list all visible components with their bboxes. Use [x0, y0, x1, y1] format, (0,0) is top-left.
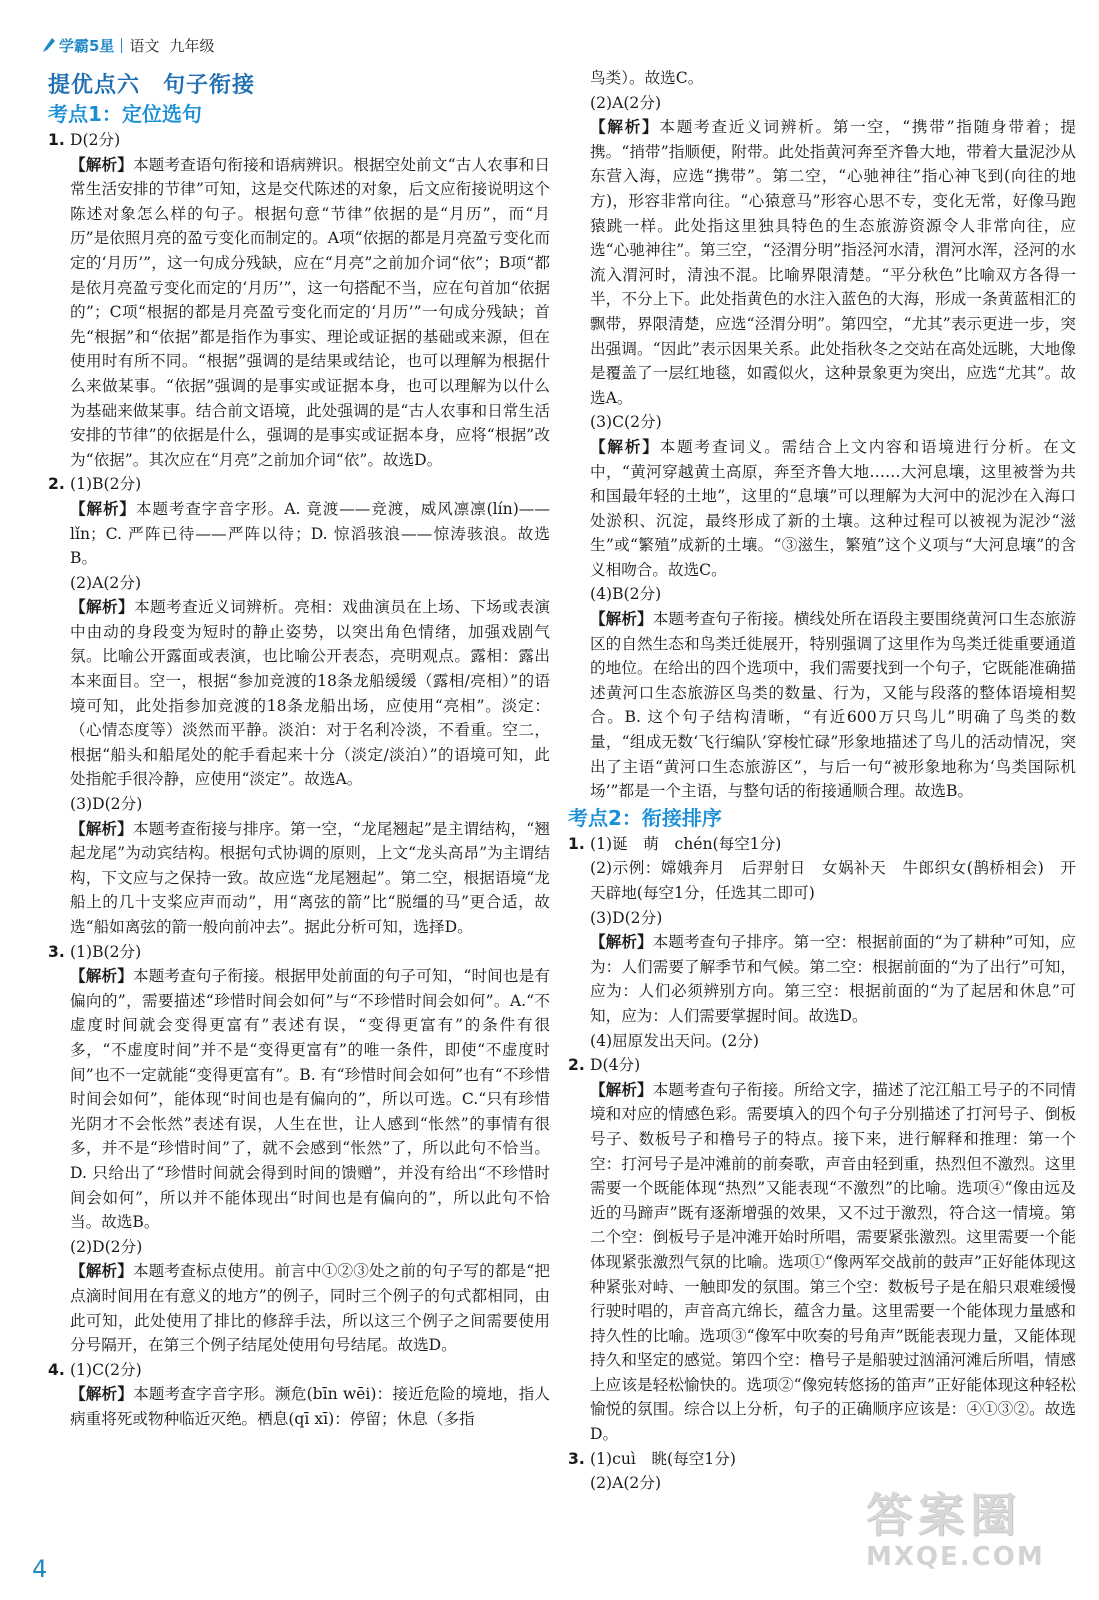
question-k2-2: [568, 1053, 1076, 1447]
analysis-tag: 【解析】: [70, 966, 133, 986]
explanation: 【解析】本题考查字音字形。濒危(bīn wēi)：接近危险的境地，指人病重将死或物种临近灭绝。栖息(qī xī)：停留；休息（多指: [70, 1384, 550, 1428]
watermark-url: MXQE.COM: [866, 1542, 1045, 1572]
question-number: 2.: [48, 475, 65, 494]
explanation: 【解析】本题考查语句衔接和语病辨识。根据空处前文“古人农事和日常生活安排的节律”可知，这是交代陈述的对象，后文应衔接说明这个陈述对象怎么样的句子。根据句意“节律”依据的是“月历”，而“月历”是依照月亮的盈亏变化而制定的。A项“依据的都是月亮盈亏变化而定的‘月历’”，这一句成分残缺，应在“月亮”之前加介词“依”；B项“都是依月亮盈亏变化而定的‘月历’”，这一句搭配不当，应在句首加“依据的”；C项“根据的都是月亮盈亏变化而定的‘月历’”一句成分残缺；首先“根据”和“依据”都是指作为事实、理论或证据的基础或来源，但在使用时有所不同。“根据”强调的是结果或结论，也可以理解为根据什么来做某事。“依据”强调的是事实或证据本身，也可以理解为以什么为基础来做某事。结合前文语境，此处强调的是“古人农事和日常生活安排的节律”的依据是什么，强调的是事实或证据本身，应将“根据”改为“依据”。其次应在“月亮”之前加介词“依”。故选D。: [70, 154, 550, 469]
analysis-tag: 【解析】: [590, 117, 660, 137]
subject-label: 语文: [129, 36, 160, 55]
analysis-tag: 【解析】: [70, 818, 133, 838]
answer: (2)示例：嫦娥奔月 后羿射日 女娲补天 牛郎织女(鹊桥相会) 开天辟地(每空1分，任选其二即可): [590, 859, 1076, 902]
question-2: [48, 472, 550, 939]
explanation: 【解析】本题考查句子排序。第一空：根据前面的“为了耕种”可知，应为：人们需要了解季节和气候。第二空：根据前面的“为了出行”可知，应为：人们必须辨别方向。第三空：根据前面的“为了起居和休息”可知，应为：人们需要掌握时间。故选D。: [590, 932, 1076, 1025]
answer: (1)诞 萌 chén(每空1分): [590, 834, 782, 853]
question-4: [48, 1358, 550, 1432]
explanation: 【解析】本题考查近义词辨析。亮相：戏曲演员在上场、下场或表演中由动的身段变为短时的静止姿势，以突出角色情绪，加强戏剧气氛。比喻公开露面或表演，也比喻公开表态，亮明观点。露相：露出本来面目。空一，根据“参加竞渡的18条龙船缓缓（露相/亮相）”的语境可知，此处指参加竞渡的18条龙船出场，应使用“亮相”。淡定：（心情态度等）淡然而平静。淡泊：对于名利冷淡，不看重。空二，根据“船头和船尾处的舵手看起来十分（淡定/淡泊）”的语境可知，此处指舵手很冷静，应使用“淡定”。故选A。: [70, 597, 550, 789]
pen-icon: [42, 37, 56, 53]
question-number: 1.: [48, 131, 65, 149]
brand-logo: [42, 35, 114, 56]
answer: (1)C(2分): [70, 1360, 142, 1379]
question-number: 3.: [568, 1449, 585, 1468]
answer: D(4分): [590, 1056, 641, 1075]
explanation: 【解析】本题考查标点使用。前言中①②③处之前的句子写的都是“把点滴时间用在有意义的地方”的例子，同时三个例子的句式都相同，由此可知，此处使用了排比的修辞手法，所以这三个例子之间需要使用分号隔开，在第三个例子结尾处使用句号结尾。故选D。: [70, 1261, 550, 1355]
analysis-tag: 【解析】: [590, 1079, 653, 1099]
question-number: 4.: [48, 1360, 65, 1379]
grade-label: 九年级: [169, 36, 215, 55]
section-heading-2: 考点2：衔接排序: [568, 805, 722, 830]
analysis-tag: 【解析】: [70, 597, 135, 617]
left-column: [48, 70, 550, 1431]
right-column: [568, 66, 1076, 1496]
explanation: 【解析】本题考查字音字形。A. 竟渡——竞渡，威风凛凛(lín)——lǐn；C. 严阵已待——严阵以待；D. 惊滔骇浪——惊涛骇浪。故选B。: [70, 498, 550, 568]
continued-text: 鸟类）。故选C。: [590, 69, 704, 87]
answer: (3)D(2分): [70, 795, 143, 814]
answer: (2)A(2分): [590, 1474, 662, 1493]
page-title: 提优点六 句子衔接: [48, 72, 256, 98]
explanation: 【解析】本题考查词义。需结合上文内容和语境进行分析。在文中，“黄河穿越黄土高原，奔至齐鲁大地……大河息壤，这里被誉为共和国最年轻的土地”，这里的“息壤”可以理解为大河中的泥沙在入海口处淤积、沉淀，最终形成了新的土壤。这种过程可以被视为泥沙“滋生”或“繁殖”成新的土壤。“③滋生，繁殖”这个义项与“大河息壤”的含义相吻合。故选C。: [590, 436, 1076, 579]
page-number: 4: [32, 1555, 48, 1583]
watermark-logo-text: 答案圈: [866, 1488, 1022, 1542]
question-3: [48, 940, 550, 1358]
answer: (1)B(2分): [70, 475, 142, 494]
question-1: [48, 128, 550, 472]
header-divider: [121, 38, 122, 53]
question-number: 2.: [568, 1056, 585, 1075]
analysis-tag: 【解析】: [590, 932, 653, 952]
answer: (1)B(2分): [70, 942, 142, 961]
answer: (2)D(2分): [70, 1237, 143, 1256]
analysis-tag: 【解析】: [70, 1261, 133, 1281]
question-k2-1: [568, 832, 1076, 1053]
analysis-tag: 【解析】: [590, 436, 660, 456]
section-heading-1: 考点1：定位选句: [48, 102, 202, 126]
question-number: 3.: [48, 942, 65, 961]
watermark: [866, 1488, 1086, 1596]
answer: (4)屈原发出天问。(2分): [590, 1031, 759, 1050]
answer: (4)B(2分): [590, 585, 662, 604]
analysis-tag: 【解析】: [70, 1384, 134, 1404]
question-number: 1.: [568, 834, 585, 853]
analysis-tag: 【解析】: [70, 498, 136, 518]
analysis-tag: 【解析】: [590, 609, 653, 629]
brand-name: 学霸5星: [59, 36, 115, 55]
answer: (2)A(2分): [590, 93, 662, 112]
analysis-tag: 【解析】: [70, 154, 133, 174]
answer: (3)C(2分): [590, 413, 662, 432]
page-header: [42, 34, 214, 56]
answer: (1)cuì 眺(每空1分): [590, 1449, 736, 1468]
explanation: 【解析】本题考查句子衔接。根据甲处前面的句子可知，“时间也是有偏向的”，需要描述“珍惜时间会如何”与“不珍惜时间会如何”。A.“不虚度时间就会变得更富有”表述有误，“变得更富有”的条件有很多，“不虚度时间”并不是“变得更富有”的唯一条件，即使“不虚度时间”也不一定就能“变得更富有”。B. 有“珍惜时间会如何”也有“不珍惜时间会如何”，能体现“时间也是有偏向的”，所以可选。C.“只有珍惜光阴才不会怅然”表述有误，人生在世，让人感到“怅然”的事情有很多，并不是“珍惜时间”了，就不会感到“怅然”了，所以此句不恰当。D. 只给出了“珍惜时间就会得到时间的馈赠”，并没有给出“不珍惜时间会如何”，所以并不能体现出“时间也是有偏向的”，所以此句不恰当。故选B。: [70, 966, 550, 1232]
answer: (3)D(2分): [590, 908, 663, 927]
answer: (2)A(2分): [70, 573, 142, 592]
answer: D(2分): [70, 131, 121, 149]
explanation: 【解析】本题考查近义词辨析。第一空，“携带”指随身带着；提携。“捎带”指顺便，附带。此处指黄河奔至齐鲁大地，带着大量泥沙从东营入海，应选“携带”。第二空，“心驰神往”指心神飞到(向往的地方)，形容非常向往。“心猿意马”形容心思不专，变化无常，好像马跑猿跳一样。此处指这里独具特色的生态旅游资源令人非常向往，应选“心驰神往”。第三空，“泾渭分明”指泾河水清，渭河水浑，泾河的水流入渭河时，清浊不混。比喻界限清楚。“平分秋色”比喻双方各得一半，不分上下。此处指黄色的水注入蓝色的大海，形成一条黄蓝相汇的飘带，界限清楚，应选“泾渭分明”。第四空，“尤其”表示更进一步，突出强调。“因此”表示因果关系。此处指秋冬之交站在高处远眺，大地像是覆盖了一层红地毯，如霞似火，这种景象更为突出，应选“尤其”。故选A。: [590, 117, 1076, 407]
explanation: 【解析】本题考查句子衔接。所给文字，描述了沱江船工号子的不同情境和对应的情感色彩。需要填入的四个句子分别描述了打河号子、倒板号子、数板号子和橹号子的特点。接下来，进行解释和推理：第一个空：打河号子是冲滩前的前奏歌，声音由轻到重，热烈但不激烈。这里需要一个既能体现“热烈”又能表现“不激烈”的比喻。选项④“像由远及近的马蹄声”既有逐渐增强的效果，又不过于激烈，符合这一情境。第二个空：倒板号子是冲滩开始时所唱，需要紧张激烈。这里需要一个能体现紧张激烈气氛的比喻。选项①“像两军交战前的鼓声”正好能体现这种紧张对峙、一触即发的氛围。第三个空：数板号子是在船只艰难缓慢行驶时唱的，声音高亢绵长，蕴含力量。这里需要一个能体现力量感和持久性的比喻。选项③“像军中吹奏的号角声”既能表现力量，又能体现持久和坚定的感觉。第四个空：橹号子是船驶过汹涌河滩后所唱，情感上应该是轻松愉快的。选项②“像宛转悠扬的笛声”正好能体现这种轻松愉悦的氛围。综合以上分析，句子的正确顺序应该是：④①③②。故选D。: [590, 1079, 1076, 1444]
explanation: 【解析】本题考查句子衔接。横线处所在语段主要围绕黄河口生态旅游区的自然生态和鸟类迁徙展开，特别强调了这里作为鸟类迁徙重要通道的地位。在给出的四个选项中，我们需要找到一个句子，它既能准确描述黄河口生态旅游区鸟类的数量、行为，又能与段落的整体语境相契合。B. 这个句子结构清晰，“有近600万只鸟儿”明确了鸟类的数量，“组成无数‘飞行编队’穿梭忙碌”形象地描述了鸟儿的活动情况，突出了主语“黄河口生态旅游区”，与后一句“被形象地称为‘鸟类国际机场’”都是一个主语，与整句话的衔接通顺合理。故选B。: [590, 609, 1076, 801]
explanation: 【解析】本题考查衔接与排序。第一空，“龙尾翘起”是主谓结构，“翘起龙尾”为动宾结构。根据句式协调的原则，上文“龙头高昂”为主谓结构，下文应与之保持一致。故应选“龙尾翘起”。第二空，根据语境“龙船上的几十支桨应声而动”，用“离弦的箭”比“脱缰的马”更合适，故选“船如离弦的箭一般向前冲去”。据此分析可知，选择D。: [70, 818, 550, 936]
